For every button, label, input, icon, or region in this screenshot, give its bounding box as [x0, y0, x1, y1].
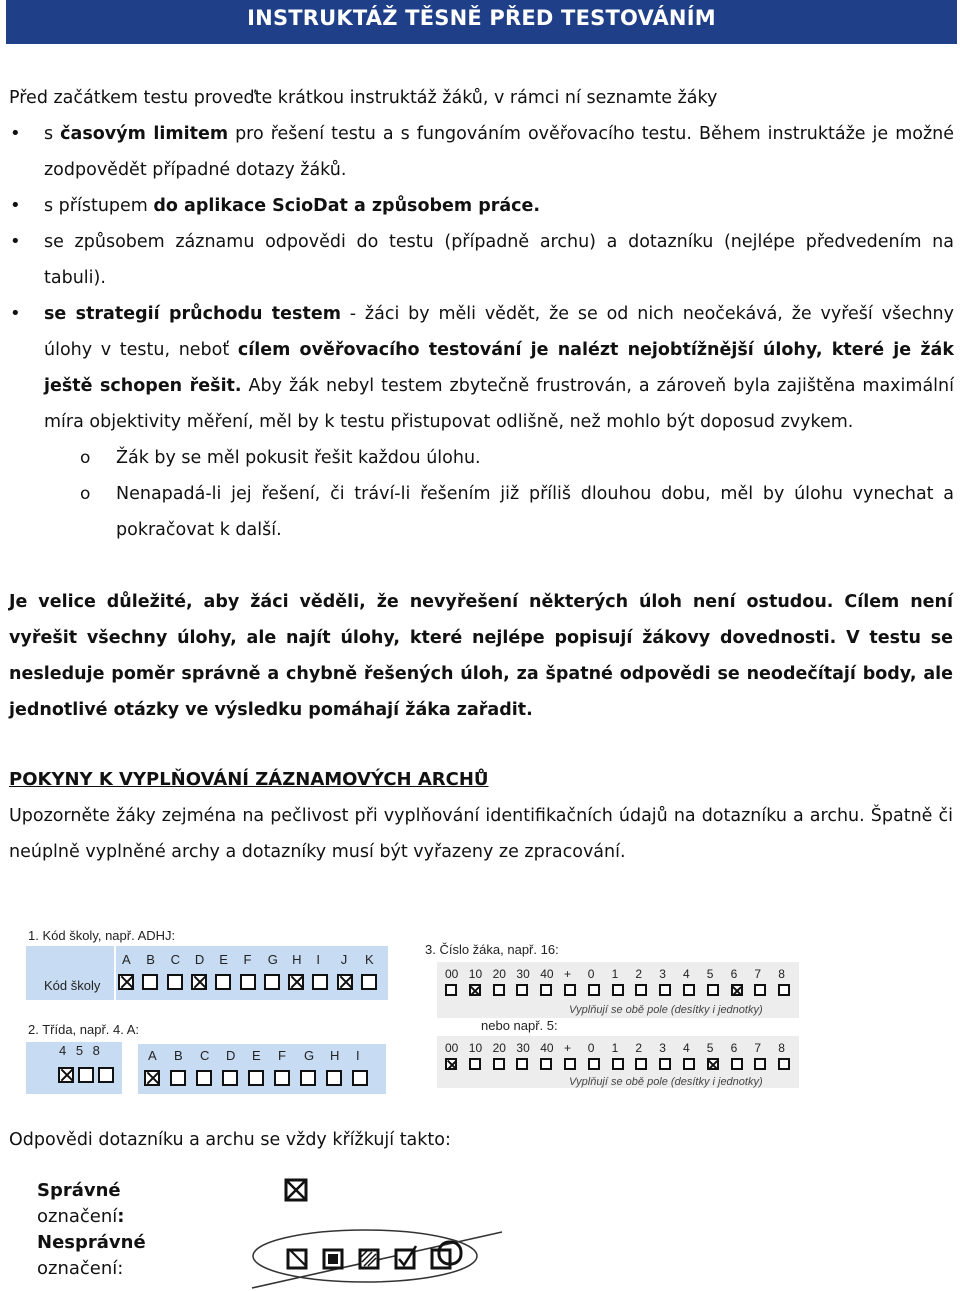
- incorrect-label: Nesprávné: [37, 1232, 146, 1253]
- marking-intro: Odpovědi dotazníku a archu se vždy křížkují takto:: [9, 1130, 451, 1150]
- section-heading: POKYNY K VYPLŇOVÁNÍ ZÁZNAMOVÝCH ARCHŮ: [9, 769, 489, 790]
- form-letter: C: [200, 1048, 210, 1063]
- checkbox[interactable]: [118, 974, 134, 990]
- form-letter: G: [267, 952, 278, 967]
- incorrect-mark-icon: [360, 1250, 378, 1268]
- checkbox[interactable]: [493, 984, 505, 996]
- form-letter: D: [226, 1048, 236, 1063]
- form-letter: 10: [468, 967, 483, 981]
- checkbox[interactable]: [731, 984, 743, 996]
- bullet-strategy: se strategií průchodu testem - žáci by měli vědět, že se od nich neočekává, že vyřeší všechny úlohy v testu, neboť cílem ověřovacího testování je nalézt nejobtížnější úlohy, které je žák ještě schopen řešit. Aby žák nebyl testem zbytečně frustrován, a zároveň byla zajištěna maximální míra objektivity měření, měl by k testu přistupovat odlišně, než mohlo být doposud zvykem.: [44, 304, 954, 432]
- checkbox[interactable]: [222, 1070, 238, 1086]
- form-letter: +: [564, 967, 572, 981]
- checkbox[interactable]: [754, 1058, 766, 1070]
- form-letter: 3: [659, 967, 666, 981]
- form-letter: A: [148, 1048, 157, 1063]
- intro-text: Před začátkem testu proveďte krátkou instruktáž žáků, v rámci ní seznamte žáky: [9, 88, 718, 108]
- form-letter: A: [122, 952, 131, 967]
- checkbox[interactable]: [191, 974, 207, 990]
- subbullet-marker: o: [80, 448, 91, 468]
- checkbox[interactable]: [326, 1070, 342, 1086]
- form-letter: 20: [492, 967, 506, 981]
- checkbox[interactable]: [635, 1058, 647, 1070]
- checkbox[interactable]: [778, 1058, 790, 1070]
- form-letter: 1: [611, 1041, 619, 1055]
- form-letter: 5: [706, 1041, 714, 1055]
- class-digits: 4 5 8: [59, 1043, 103, 1058]
- checkbox[interactable]: [337, 974, 353, 990]
- checkbox[interactable]: [540, 984, 552, 996]
- correct-label: Správné: [37, 1180, 121, 1201]
- bullet-dot: •: [10, 303, 21, 324]
- student-number-label: 3. Číslo žáka, např. 16:: [425, 942, 559, 957]
- form-letter: 2: [635, 1041, 643, 1055]
- checkbox[interactable]: [248, 1070, 264, 1086]
- form-letter: +: [564, 1041, 572, 1055]
- checkbox[interactable]: [707, 984, 719, 996]
- checkbox[interactable]: [78, 1067, 94, 1083]
- checkbox[interactable]: [144, 1070, 160, 1086]
- checkbox[interactable]: [445, 1058, 457, 1070]
- form-letter: F: [243, 952, 252, 967]
- subbullet-marker: o: [80, 484, 91, 504]
- checkbox[interactable]: [215, 974, 231, 990]
- bullet-time-limit: s časovým limitem pro řešení testu a s fungováním ověřovacího testu. Během instruktáže je možné zodpovědět případné dotazy žáků.: [44, 124, 954, 180]
- form-letter: 00: [445, 1041, 459, 1055]
- form-letter: C: [170, 952, 180, 967]
- form-letter: K: [365, 952, 374, 967]
- bullet-dot: •: [10, 231, 21, 252]
- checkbox[interactable]: [58, 1067, 74, 1083]
- page-title: INSTRUKTÁŽ TĚSNĚ PŘED TESTOVÁNÍM: [247, 6, 716, 30]
- checkbox[interactable]: [540, 1058, 552, 1070]
- marking-examples: [240, 1170, 510, 1291]
- incorrect-mark-icon: [396, 1246, 416, 1268]
- form-letter: D: [194, 952, 205, 967]
- form-letter: 4: [683, 1041, 690, 1055]
- instructions-paragraph: Upozorněte žáky zejména na pečlivost při vyplňování identifikačních údajů na dotazníku a archu. Špatně či neúplně vyplněné archy a dotazníky musí být vyřazeny ze zpracování.: [9, 806, 953, 862]
- form-letter: 40: [540, 967, 554, 981]
- important-paragraph: Je velice důležité, aby žáci věděli, že nevyřešení některých úloh není ostudou. Cílem není vyřešit všechny úlohy, ale najít úlohy, které nejlépe popisují žákovy dovednosti. V testu se nesleduje poměr správně a chybně řešených úloh, za špatné odpovědi se neodečítají body, ale jednotlivé otázky ve výsledku pomáhají žáka zařadit.: [9, 592, 953, 720]
- form-letter: I: [356, 1048, 360, 1063]
- checkbox[interactable]: [659, 984, 671, 996]
- checkbox[interactable]: [612, 984, 624, 996]
- checkbox[interactable]: [300, 1070, 316, 1086]
- student-note: Vyplňují se obě pole (desítky i jednotky): [569, 1004, 763, 1016]
- checkbox[interactable]: [778, 984, 790, 996]
- form-letter: 00: [445, 967, 459, 981]
- student-note: Vyplňují se obě pole (desítky i jednotky): [569, 1076, 763, 1088]
- checkbox[interactable]: [312, 974, 328, 990]
- school-code-form: [26, 928, 388, 1000]
- checkbox[interactable]: [707, 1058, 719, 1070]
- form-letter: I: [316, 952, 321, 967]
- form-letter: 40: [540, 1041, 554, 1055]
- checkbox[interactable]: [469, 1058, 481, 1070]
- checkbox[interactable]: [142, 974, 158, 990]
- checkbox[interactable]: [564, 1058, 576, 1070]
- form-letter: G: [304, 1048, 315, 1063]
- student-number-form: [423, 942, 801, 1090]
- checkbox[interactable]: [445, 984, 457, 996]
- checkbox[interactable]: [196, 1070, 212, 1086]
- form-letter: E: [252, 1048, 261, 1063]
- form-letter: B: [146, 952, 155, 967]
- form-letter: 1: [611, 967, 619, 981]
- form-letter: 30: [516, 1041, 530, 1055]
- form-letter: 3: [659, 1041, 666, 1055]
- school-code-row-label: Kód školy: [44, 978, 101, 993]
- bullet-dot: •: [10, 195, 21, 216]
- title-bar: [6, 0, 957, 44]
- subbullet-try-every: Žák by se měl pokusit řešit každou úlohu.: [116, 448, 481, 468]
- checkbox[interactable]: [683, 984, 695, 996]
- checkbox[interactable]: [612, 1058, 624, 1070]
- form-letter: 10: [468, 1041, 483, 1055]
- correct-mark-icon: [286, 1180, 306, 1200]
- checkbox[interactable]: [469, 984, 481, 996]
- student-number-alt-label: nebo např. 5:: [481, 1018, 558, 1033]
- form-letter: 2: [635, 967, 643, 981]
- checkbox[interactable]: [352, 1070, 368, 1086]
- form-letter: 7: [754, 1041, 762, 1055]
- class-label: 2. Třída, např. 4. A:: [28, 1022, 140, 1037]
- checkbox[interactable]: [170, 1070, 186, 1086]
- checkbox[interactable]: [240, 974, 256, 990]
- checkbox[interactable]: [288, 974, 304, 990]
- form-letter: 7: [754, 967, 762, 981]
- form-letter: 0: [587, 967, 595, 981]
- form-letter: 4: [683, 967, 690, 981]
- class-form: [26, 1022, 388, 1094]
- checkbox[interactable]: [659, 1058, 671, 1070]
- checkbox[interactable]: [98, 1067, 114, 1083]
- form-letter: 6: [730, 1041, 738, 1055]
- form-letter: 8: [778, 1041, 785, 1055]
- form-letter: B: [174, 1048, 183, 1063]
- checkbox[interactable]: [516, 1058, 528, 1070]
- subbullet-skip: Nenapadá-li jej řešení, či tráví-li řešením již příliš dlouhou dobu, měl by úlohu vynechat a pokračovat k další.: [116, 484, 954, 540]
- checkbox[interactable]: [635, 984, 647, 996]
- form-letter: 6: [730, 967, 738, 981]
- form-letter: H: [292, 952, 302, 967]
- checkbox[interactable]: [754, 984, 766, 996]
- checkbox[interactable]: [683, 1058, 695, 1070]
- checkbox[interactable]: [493, 1058, 505, 1070]
- checkbox[interactable]: [361, 974, 377, 990]
- checkbox[interactable]: [274, 1070, 290, 1086]
- checkbox[interactable]: [167, 974, 183, 990]
- checkbox[interactable]: [264, 974, 280, 990]
- bullet-dot: •: [10, 123, 21, 144]
- bullet-sciodat: s přístupem do aplikace ScioDat a způsobem práce.: [44, 196, 541, 216]
- incorrect-label-line2: označení:: [37, 1258, 124, 1279]
- form-letter: J: [340, 952, 348, 967]
- school-code-label: 1. Kód školy, např. ADHJ:: [28, 928, 176, 943]
- form-letter: E: [219, 952, 228, 967]
- checkbox[interactable]: [731, 1058, 743, 1070]
- form-letter: 30: [516, 967, 530, 981]
- form-letter: 0: [587, 1041, 595, 1055]
- form-letter: 5: [706, 967, 714, 981]
- incorrect-mark-icon: [288, 1250, 306, 1268]
- correct-label-line2: označení:: [37, 1206, 125, 1227]
- bullet-answer-recording: se způsobem záznamu odpovědi do testu (případně archu) a dotazníku (nejlépe předvedením na tabuli).: [44, 232, 954, 288]
- form-letter: H: [330, 1048, 340, 1063]
- form-letter: 8: [778, 967, 785, 981]
- form-letter: F: [278, 1048, 286, 1063]
- checkbox[interactable]: [588, 984, 600, 996]
- checkbox[interactable]: [516, 984, 528, 996]
- checkbox[interactable]: [564, 984, 576, 996]
- form-letter: 20: [492, 1041, 506, 1055]
- checkbox[interactable]: [588, 1058, 600, 1070]
- incorrect-mark-icon: [324, 1250, 342, 1268]
